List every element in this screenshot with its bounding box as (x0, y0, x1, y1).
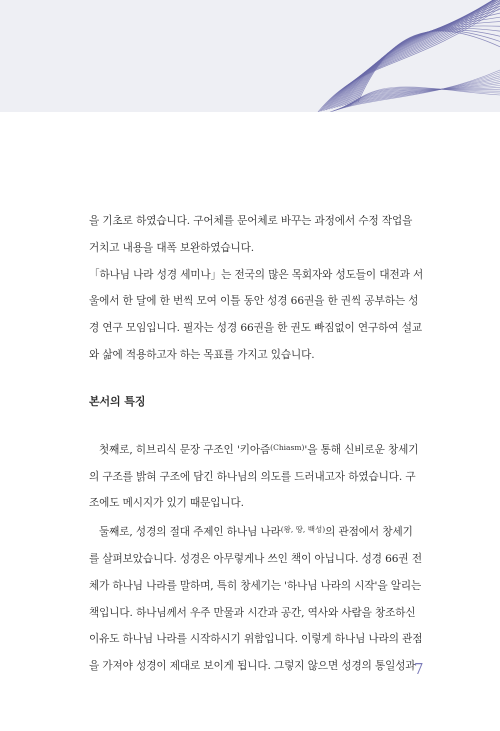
text-line: 울에서 한 달에 한 번씩 모여 이틀 동안 성경 66권을 한 권씩 공부하는 성 (89, 295, 419, 308)
intro-paragraph (89, 208, 429, 262)
text-line (89, 517, 429, 546)
text-segment: 둘째로, 성경의 절대 주제인 하나님 나라 (99, 526, 281, 539)
page-number: 7 (414, 660, 424, 678)
text-line: 책입니다. 하나님께서 우주 만물과 시간과 공간, 역사와 사람을 창조하신 (89, 606, 416, 619)
text-line: 체가 하나님 나라를 말하며, 특히 창세기는 '하나님 나라의 시작'을 알리는 (89, 579, 422, 592)
text-segment: 의 관점에서 창세기 (325, 526, 413, 539)
text-line: 거치고 내용을 대폭 보완하였습니다. (89, 241, 255, 254)
text-line: 와 삶에 적용하고자 하는 목표를 가지고 있습니다. (89, 348, 315, 361)
decorative-header-band (0, 0, 500, 112)
text-line: 를 살펴보았습니다. 성경은 아무렇게나 쓰인 책이 아닙니다. 성경 66권 전 (89, 552, 422, 565)
text-line (89, 435, 429, 464)
feature-one-paragraph (89, 435, 429, 517)
section-heading: 본서의 특징 (89, 394, 146, 408)
text-line: 을 기초로 하였습니다. 구어체를 문어체로 바꾸는 과정에서 수정 작업을 (89, 215, 413, 227)
text-line: 이유도 하나님 나라를 시작하시기 위함입니다. 이렇게 하나님 나라의 관점 (89, 633, 423, 646)
seminar-paragraph (89, 262, 429, 369)
text-segment: '을 통해 신비로운 창세기 (304, 443, 419, 456)
text-line: 「하나님 나라 성경 세미나」는 전국의 많은 목회자와 성도들이 대전과 서 (89, 268, 424, 281)
text-line: 의 구조를 밝혀 구조에 담긴 하나님의 의도를 드러내고자 하였습니다. 구 (89, 470, 416, 483)
feature-two-paragraph (89, 517, 429, 680)
text-segment: 첫째로, 히브리식 문장 구조인 '키아즘 (99, 443, 271, 456)
page-body (89, 208, 429, 680)
kingdom-annotation: (왕, 땅, 백성) (280, 525, 326, 535)
text-line: 조에도 메시지가 있기 때문입니다. (89, 497, 244, 510)
chiasm-annotation: (Chiasm) (270, 442, 305, 452)
text-line: 경 연구 모임입니다. 필자는 성경 66권을 한 권도 빠짐없이 연구하여 설교 (89, 322, 422, 335)
wave-lines-decoration (0, 0, 500, 112)
text-line: 을 가져야 성경이 제대로 보이게 됩니다. 그렇지 않으면 성경의 통일성과 (89, 660, 416, 673)
